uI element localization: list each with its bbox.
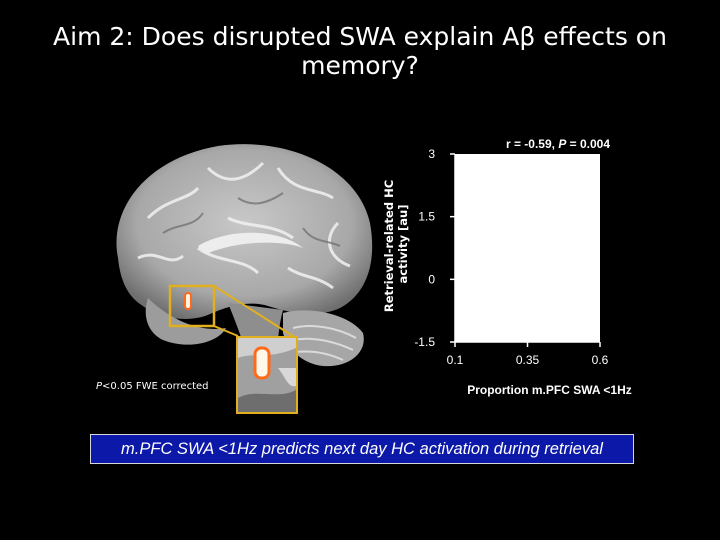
x-tick-label: 0.1 bbox=[446, 353, 464, 367]
y-tick-label: 3 bbox=[428, 147, 435, 161]
y-tick-label: 0 bbox=[428, 272, 435, 287]
plot-area bbox=[414, 147, 608, 367]
y-tick-label: -1.5 bbox=[414, 335, 435, 349]
plot-background bbox=[455, 154, 600, 342]
slide-title: Aim 2: Does disrupted SWA explain Aβ effects on memory? bbox=[53, 22, 667, 80]
x-axis-label: Proportion m.PFC SWA <1Hz bbox=[467, 383, 632, 397]
y-tick-label: 1.5 bbox=[418, 209, 435, 224]
correlation-stat-label: r = -0.59, P = 0.004 bbox=[505, 137, 611, 151]
significance-caption: P<0.05 FWE corrected bbox=[96, 381, 209, 392]
y-axis-label: Retrieval-related HC activity [au] bbox=[382, 179, 410, 313]
x-tick-label: 0.6 bbox=[591, 353, 609, 367]
conclusion-banner: m.PFC SWA <1Hz predicts next day HC activation during retrieval bbox=[90, 434, 634, 464]
x-tick-label: 0.35 bbox=[515, 353, 540, 367]
